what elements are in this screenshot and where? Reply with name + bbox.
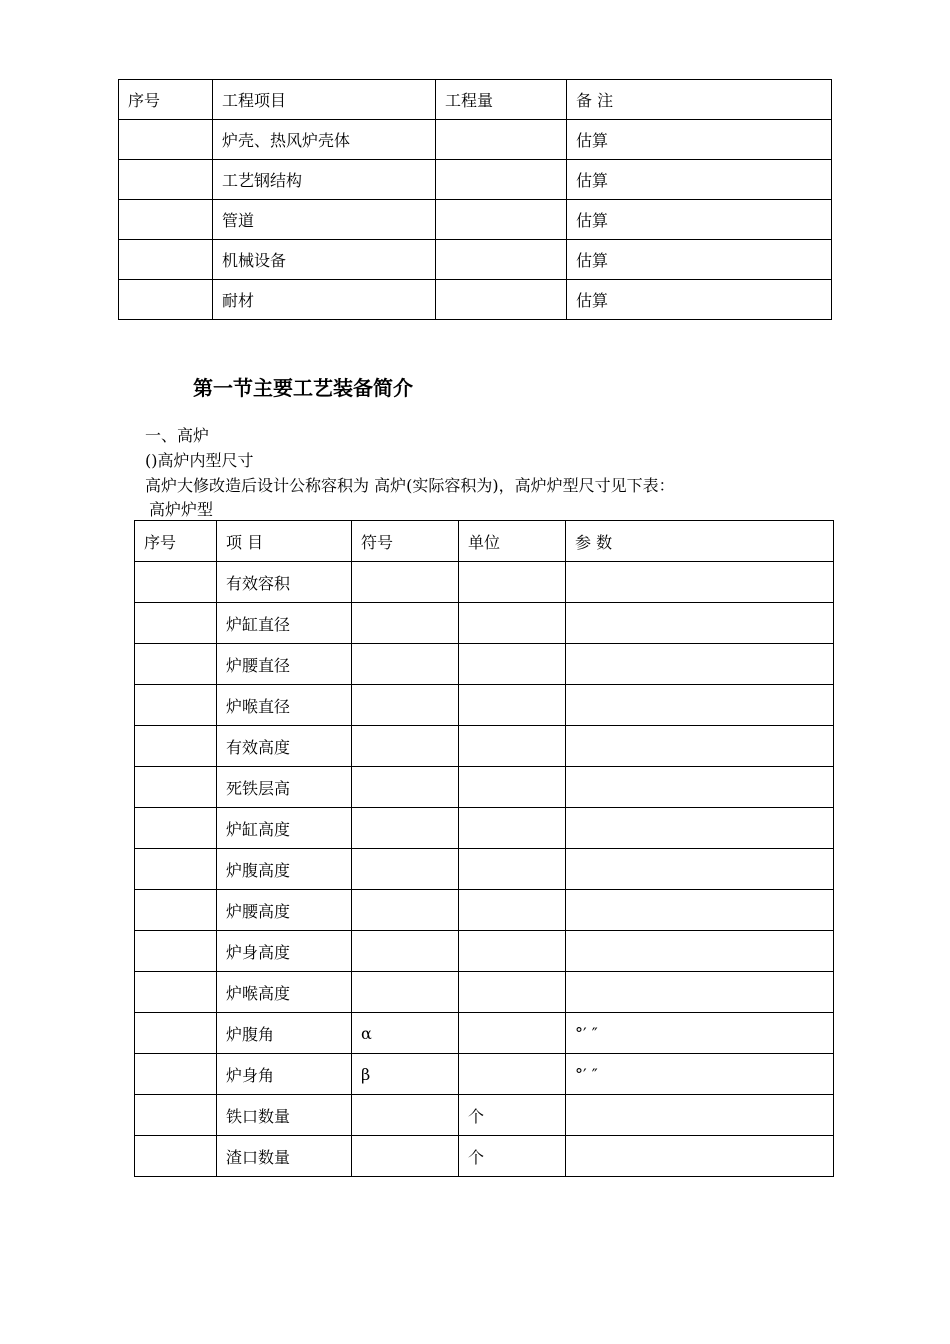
table-cell — [459, 972, 566, 1013]
table-cell — [566, 603, 834, 644]
table-cell — [436, 120, 567, 160]
table-row — [119, 200, 832, 240]
table-cell — [352, 644, 459, 685]
table-cell — [352, 890, 459, 931]
table-cell — [135, 972, 217, 1013]
table-cell — [135, 1013, 217, 1054]
table-cell: 参 数 — [566, 521, 834, 562]
table-cell — [436, 280, 567, 320]
quantities-table — [118, 79, 832, 320]
table-cell — [352, 931, 459, 972]
section-title: 第一节主要工艺装备简介 — [193, 376, 413, 400]
table-cell — [352, 562, 459, 603]
table-cell — [566, 726, 834, 767]
table-cell — [566, 767, 834, 808]
table-cell — [135, 890, 217, 931]
table-cell — [352, 767, 459, 808]
table-cell — [459, 931, 566, 972]
table-cell: α — [352, 1013, 459, 1054]
table-cell — [566, 685, 834, 726]
table-row — [135, 767, 834, 808]
table-cell — [566, 1095, 834, 1136]
table-cell — [566, 931, 834, 972]
table-cell — [566, 808, 834, 849]
table-cell — [135, 849, 217, 890]
header-row — [135, 521, 834, 562]
furnace-profile-table — [134, 520, 834, 1177]
table-cell — [566, 849, 834, 890]
table-row — [119, 120, 832, 160]
table-cell: 个 — [459, 1095, 566, 1136]
table-cell: °′ ″ — [566, 1054, 834, 1095]
table-cell: 耐材 — [213, 280, 436, 320]
table-cell — [135, 644, 217, 685]
table-cell: 工程项目 — [213, 80, 436, 120]
table-cell — [119, 200, 213, 240]
table-cell — [135, 603, 217, 644]
table-cell — [135, 931, 217, 972]
table-cell — [352, 972, 459, 1013]
table-cell — [135, 808, 217, 849]
table-cell: 管道 — [213, 200, 436, 240]
table-cell: 有效高度 — [217, 726, 352, 767]
table-cell — [459, 849, 566, 890]
table-cell: 炉身角 — [217, 1054, 352, 1095]
table-cell — [566, 890, 834, 931]
table-row — [135, 685, 834, 726]
table-cell: 估算 — [567, 240, 832, 280]
table-cell — [459, 685, 566, 726]
table-cell — [566, 562, 834, 603]
table-cell: 有效容积 — [217, 562, 352, 603]
table-cell — [352, 1095, 459, 1136]
table-cell — [436, 240, 567, 280]
table-cell: β — [352, 1054, 459, 1095]
table-cell — [459, 1054, 566, 1095]
table-row — [135, 849, 834, 890]
table-cell — [135, 1095, 217, 1136]
table-cell — [459, 726, 566, 767]
table-cell — [352, 808, 459, 849]
table-row — [119, 240, 832, 280]
table-cell — [352, 849, 459, 890]
table-cell — [352, 1136, 459, 1177]
table-cell: °′ ″ — [566, 1013, 834, 1054]
table-cell: 符号 — [352, 521, 459, 562]
table-cell — [566, 644, 834, 685]
table-row — [135, 1136, 834, 1177]
table-cell: 序号 — [135, 521, 217, 562]
table-cell — [119, 160, 213, 200]
table-row — [135, 562, 834, 603]
table-cell — [119, 120, 213, 160]
table-cell: 炉喉高度 — [217, 972, 352, 1013]
table-row — [135, 603, 834, 644]
table-row — [119, 280, 832, 320]
table-row — [135, 808, 834, 849]
header-row — [119, 80, 832, 120]
table-cell — [459, 808, 566, 849]
table-cell: 单位 — [459, 521, 566, 562]
table-cell: 序号 — [119, 80, 213, 120]
table-cell — [135, 1136, 217, 1177]
table-row — [135, 972, 834, 1013]
table-cell — [352, 726, 459, 767]
table-cell: 渣口数量 — [217, 1136, 352, 1177]
table-cell — [459, 1013, 566, 1054]
table-cell: 炉腹角 — [217, 1013, 352, 1054]
table-cell — [119, 280, 213, 320]
table-caption: 高炉炉型 — [149, 500, 214, 519]
table-cell: 死铁层高 — [217, 767, 352, 808]
table-cell: 工程量 — [436, 80, 567, 120]
table-cell — [436, 200, 567, 240]
intro-paragraph: 高炉大修改造后设计公称容积为 高炉(实际容积为)，高炉炉型尺寸见下表： — [145, 476, 675, 495]
table-cell — [135, 767, 217, 808]
table-cell — [436, 160, 567, 200]
table-cell — [459, 890, 566, 931]
table-cell: 铁口数量 — [217, 1095, 352, 1136]
table-row — [135, 890, 834, 931]
table-cell: 炉腰高度 — [217, 890, 352, 931]
table-cell: 炉腹高度 — [217, 849, 352, 890]
table-cell: 估算 — [567, 160, 832, 200]
table-row — [119, 160, 832, 200]
table-row — [135, 1054, 834, 1095]
table-cell: 炉喉直径 — [217, 685, 352, 726]
table-cell — [459, 644, 566, 685]
table-cell: 估算 — [567, 120, 832, 160]
table-row — [135, 1095, 834, 1136]
table-cell: 炉腰直径 — [217, 644, 352, 685]
table-cell: 炉缸直径 — [217, 603, 352, 644]
table-row — [135, 644, 834, 685]
table-cell — [135, 562, 217, 603]
table-row — [135, 931, 834, 972]
table-cell — [119, 240, 213, 280]
table-cell: 估算 — [567, 280, 832, 320]
table-cell: 机械设备 — [213, 240, 436, 280]
table-cell — [459, 562, 566, 603]
furnace-profile-subheading: ()高炉内型尺寸 — [145, 451, 254, 470]
table-cell: 炉缸高度 — [217, 808, 352, 849]
table-cell: 备 注 — [567, 80, 832, 120]
table-cell — [459, 603, 566, 644]
table-row — [135, 726, 834, 767]
table-cell: 个 — [459, 1136, 566, 1177]
table-cell — [352, 603, 459, 644]
table-cell: 炉身高度 — [217, 931, 352, 972]
table-cell: 炉壳、热风炉壳体 — [213, 120, 436, 160]
table-cell — [352, 685, 459, 726]
table-cell — [135, 726, 217, 767]
table-cell: 项 目 — [217, 521, 352, 562]
furnace-heading: 一、高炉 — [145, 426, 210, 445]
table-cell — [135, 685, 217, 726]
table-cell — [135, 1054, 217, 1095]
table-cell — [459, 767, 566, 808]
table-cell: 估算 — [567, 200, 832, 240]
table-cell — [566, 1136, 834, 1177]
table-cell: 工艺钢结构 — [213, 160, 436, 200]
table-row — [135, 1013, 834, 1054]
table-cell — [566, 972, 834, 1013]
